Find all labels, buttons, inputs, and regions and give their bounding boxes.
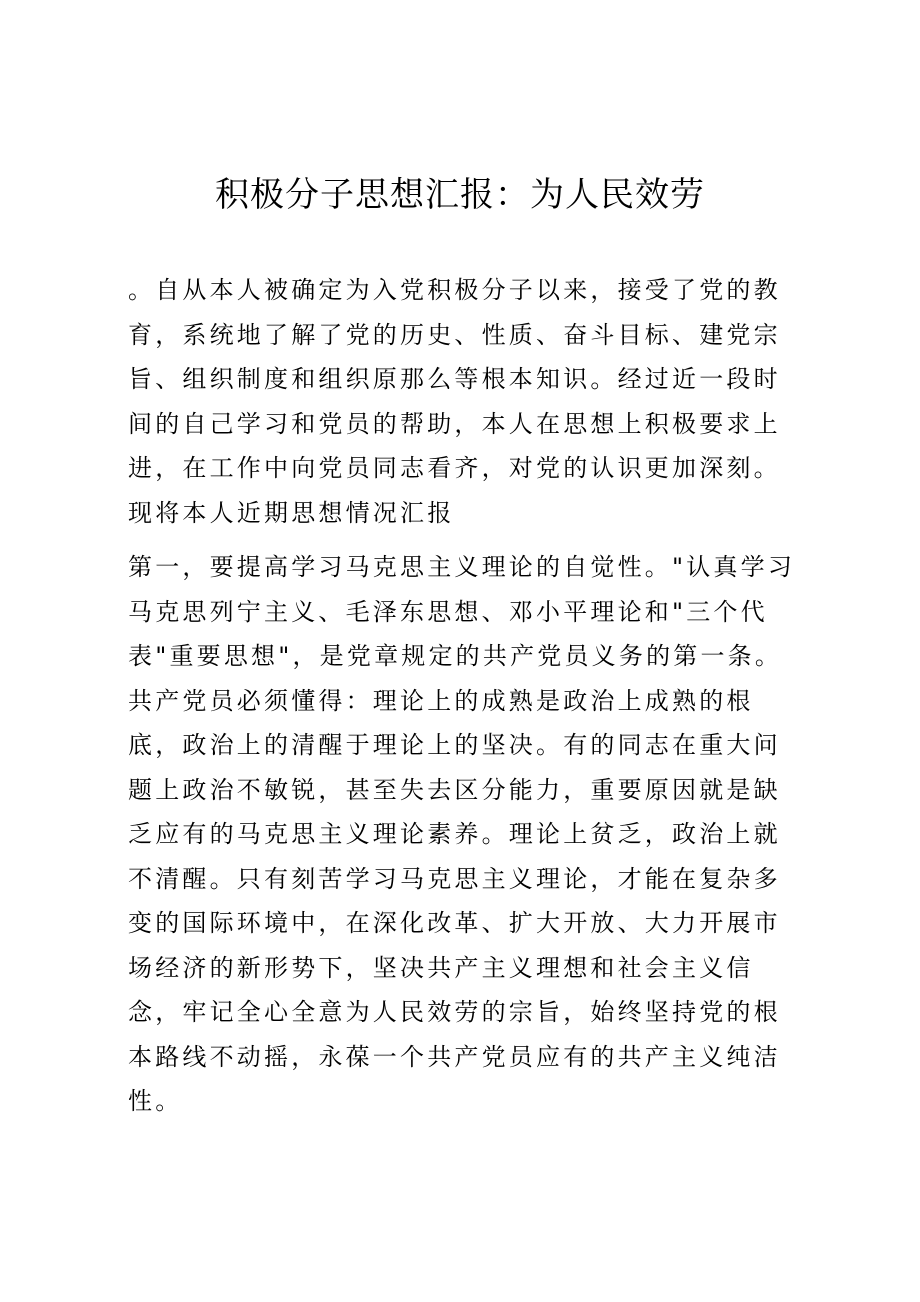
paragraph-intro: 。自从本人被确定为入党积极分子以来，接受了党的教育，系统地了解了党的历史、性质、奋斗目标、建党宗旨、组织制度和组织原那么等根本知识。经过近一段时间的自己学习和党员的帮助，本人在思想上积极要求上进，在工作中向党员同志看齐，对党的认识更加深刻。现将本人近期思想情况汇报 — [128, 276, 781, 527]
paragraph-first-point: 第一，要提高学习马克思主义理论的自觉性。"认真学习马克思列宁主义、毛泽东思想、邓小平理论和"三个代表"重要思想"，是党章规定的共产党员义务的第一条。共产党员必须懂得：理论上的成熟是政治上成熟的根底，政治上的清醒于理论上的坚决。有的同志在重大问题上政治不敏锐，甚至失去区分能力，重要原因就是缺乏应有的马克思主义理论素养。理论上贫乏，政治上就不清醒。只有刻苦学习马克思主义理论，才能在复杂多变的国际环境中，在深化改革、扩大开放、大力开展市场经济的新形势下，坚决共产主义理想和社会主义信念，牢记全心全意为人民效劳的宗旨，始终坚持党的根本路线不动摇，永葆一个共产党员应有的共产主义纯洁性。 — [128, 553, 796, 1115]
document-title: 积极分子思想汇报：为人民效劳 — [215, 175, 705, 215]
